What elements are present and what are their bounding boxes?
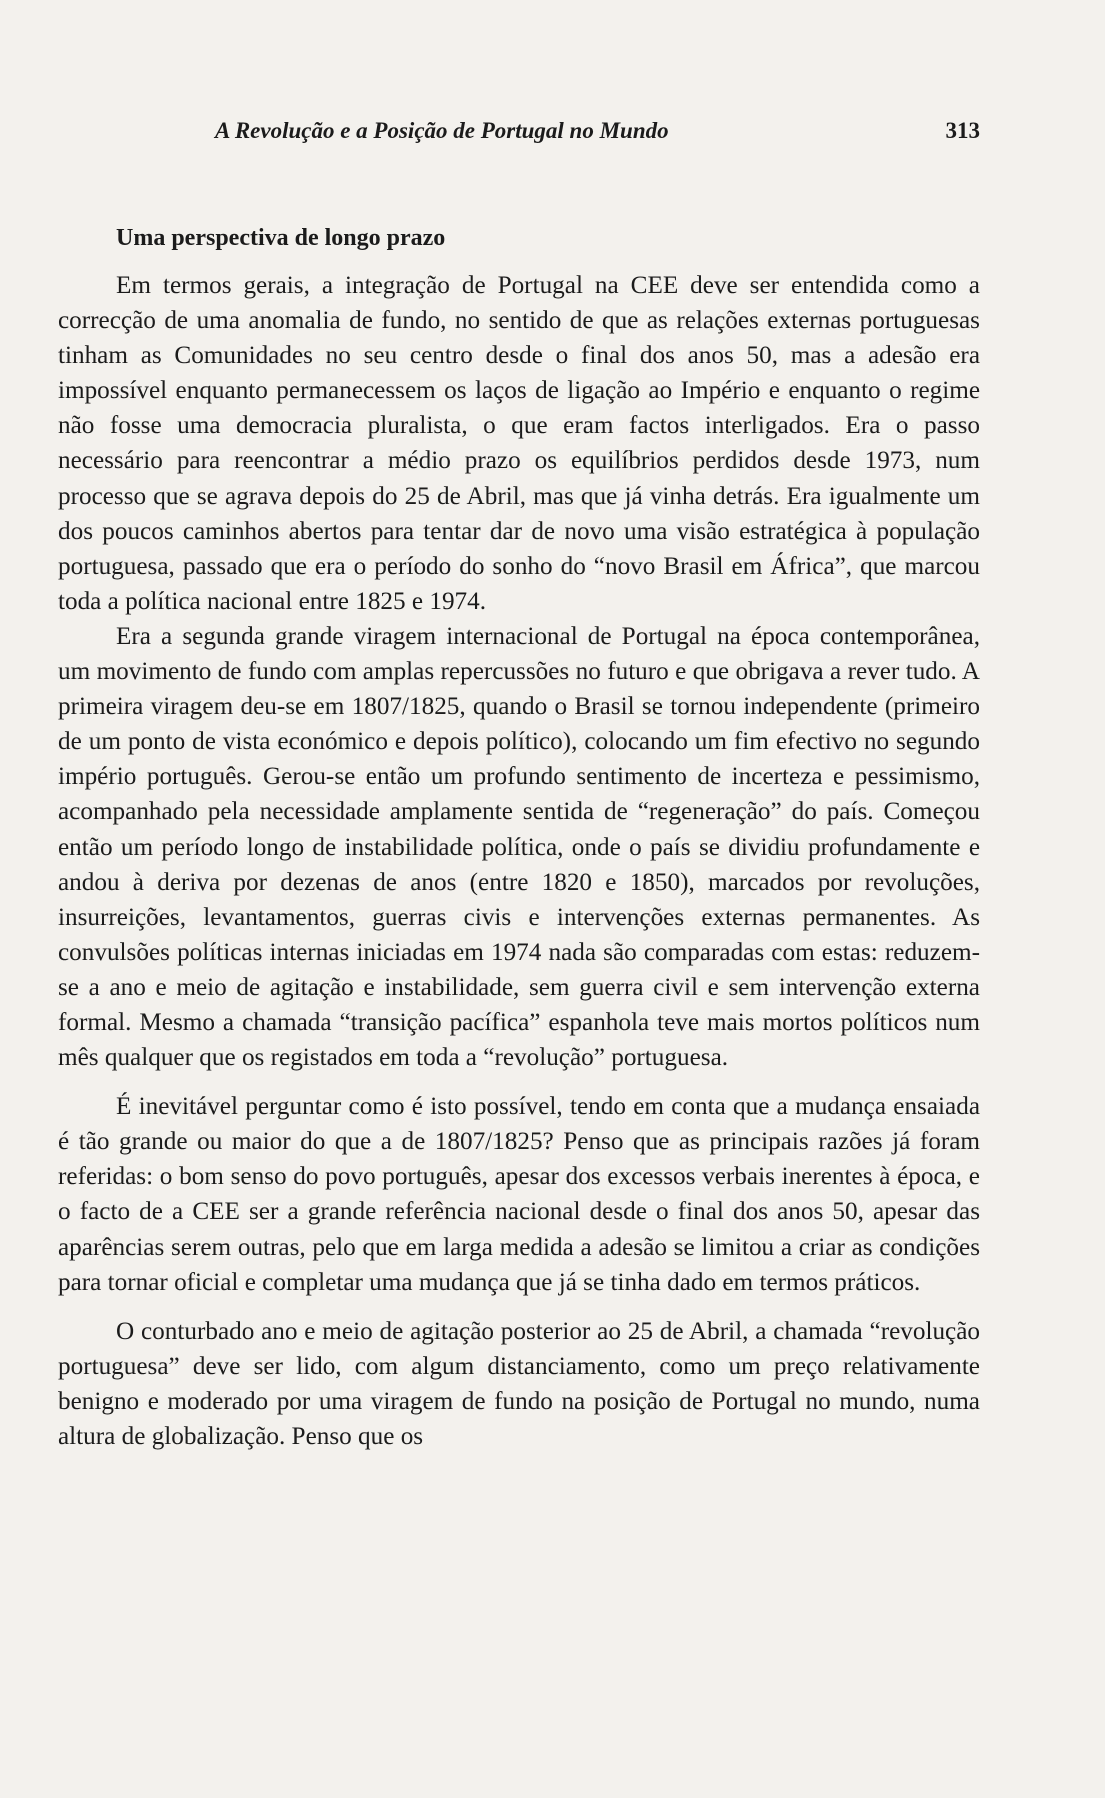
- section-heading: Uma perspectiva de longo prazo: [116, 225, 446, 251]
- paragraph-2: Era a segunda grande viragem internacional de Portugal na época contemporânea, um movimento de fundo com amplas repercussões no futuro e que obrigava a rever tudo. A primeira viragem deu-se em 1807/1825, quando o Brasil se tornou independente (primeiro de um ponto de vista económico e depois político), colocando um fim efectivo no segundo império português. Gerou-se então um profundo sentimento de incerteza e pessimismo, acompanhado pela necessidade amplamente sentida de “regeneração” do país. Começou então um período longo de instabilidade política, onde o país se dividiu profundamente e andou à deriva por dezenas de anos (entre 1820 e 1850), marcados por revoluções, insurreições, levantamentos, guerras civis e intervenções externas permanentes. As convulsões políticas internas iniciadas em 1974 nada são comparadas com estas: reduzem-se a ano e meio de agitação e instabilidade, sem guerra civil e sem intervenção externa formal. Mesmo a chamada “transição pacífica” espanhola teve mais mortos políticos num mês qualquer que os registados em toda a “revolução” portuguesa.: [58, 622, 980, 1072]
- body-text: [58, 268, 980, 1454]
- paragraph-3: É inevitável perguntar como é isto possível, tendo em conta que a mudança ensaiada é tão grande ou maior do que a de 1807/1825? Penso que as principais razões já foram referidas: o bom senso do povo português, apesar dos excessos verbais inerentes à época, e o facto de a CEE ser a grande referência nacional desde o final dos anos 50, apesar das aparências serem outras, pelo que em larga medida a adesão se limitou a criar as condições para tornar oficial e completar uma mudança que já se tinha dado em termos práticos.: [58, 1093, 980, 1296]
- page-number: 313: [945, 118, 980, 143]
- paragraph-4: O conturbado ano e meio de agitação posterior ao 25 de Abril, a chamada “revolução portuguesa” deve ser lido, com algum distanciamento, como um preço relativamente benigno e moderado por uma viragem de fundo na posição de Portugal no mundo, numa altura de globalização. Penso que os: [58, 1317, 980, 1450]
- paragraph-1: Em termos gerais, a integração de Portugal na CEE deve ser entendida como a correcção de uma anomalia de fundo, no sentido de que as relações externas portuguesas tinham as Comunidades no seu centro desde o final dos anos 50, mas a adesão era impossível enquanto permanecessem os laços de ligação ao Império e enquanto o regime não fosse uma democracia pluralista, o que eram factos interligados. Era o passo necessário para reencontrar a médio prazo os equilíbrios perdidos desde 1973, num processo que se agrava depois do 25 de Abril, mas que já vinha detrás. Era igualmente um dos poucos caminhos abertos para tentar dar de novo uma visão estratégica à população portuguesa, passado que era o período do sonho do “novo Brasil em África”, que marcou toda a política nacional entre 1825 e 1974.: [58, 272, 980, 615]
- running-title: A Revolução e a Posição de Portugal no Mundo: [215, 118, 669, 143]
- running-head: [58, 118, 980, 152]
